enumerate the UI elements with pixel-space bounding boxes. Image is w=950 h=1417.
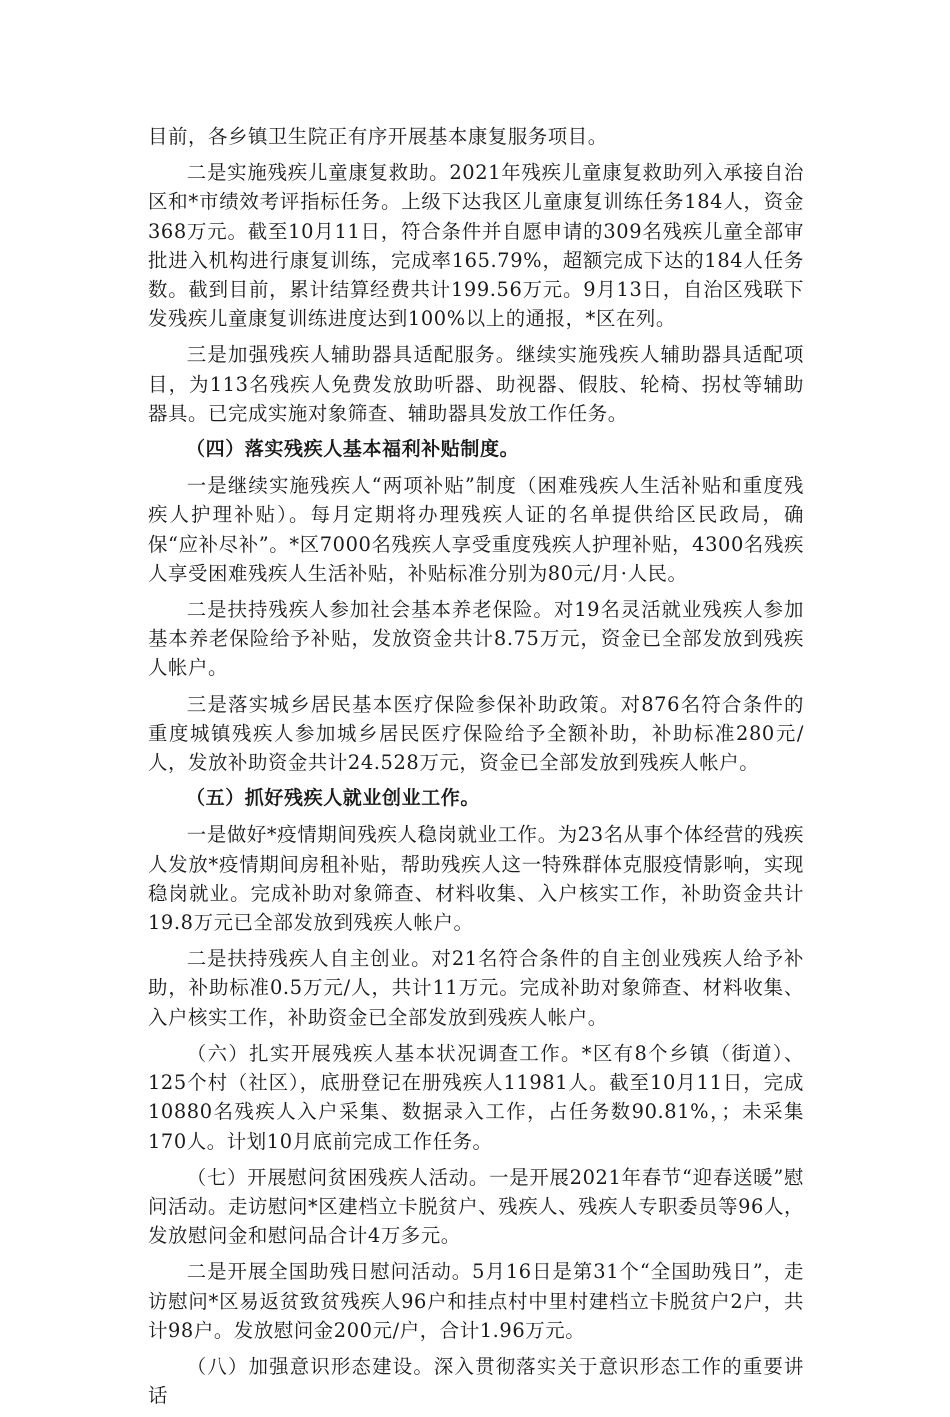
para-children-rehab: 二是实施残疾儿童康复救助。2021年残疾儿童康复救助列入承接自治区和*市绩效考评指标任务。上级下达我区儿童康复训练任务184人，资金368万元。截至10月11日，符合条件并自愿申请的309名残疾儿童全部审批进入机构进行康复训练，完成率165.79%，超额完成下达的184人任务数。截到目前，累计结算经费共计199.56万元。9月13日，自治区残联下发残疾儿童康复训练进度达到100%以上的通报，*区在列。 [148,161,804,331]
para-continuation: 目前，各乡镇卫生院正有序开展基本康复服务项目。 [148,125,608,148]
para-pension-insurance: 二是扶持残疾人参加社会基本养老保险。对19名灵活就业残疾人参加基本养老保险给予补贴，发放资金共计8.75万元，资金已全部发放到残疾人帐户。 [148,598,804,680]
para-assistive-devices: 三是加强残疾人辅助器具适配服务。继续实施残疾人辅助器具适配项目，为113名残疾人免费发放助听器、助视器、假肢、轮椅、拐杖等辅助器具。已完成实施对象筛查、辅助器具发放工作任务。 [148,343,804,425]
document-page [148,122,804,1417]
para-medical-insurance: 三是落实城乡居民基本医疗保险参保补助政策。对876名符合条件的重度城镇残疾人参加城乡居民医疗保险给予全额补助，补助标准280元/人，发放补助资金共计24.528万元，资金已全部发放到残疾人帐户。 [148,692,804,775]
para-disability-day: 二是开展全国助残日慰问活动。5月16日是第31个“全国助残日”，走访慰问*区易返贫致贫残疾人96户和挂点村中里村建档立卡脱贫户2户，共计98户。发放慰问金200元/户，合计1.96万元。 [148,1260,804,1342]
para-section-8-ideology: （八）加强意识形态建设。深入贯彻落实关于意识形态工作的重要讲话 [148,1354,804,1408]
heading-section-4: （四）落实残疾人基本福利补贴制度。 [186,438,520,461]
para-section-6-survey: （六）扎实开展残疾人基本状况调查工作。*区有8个乡镇（街道）、125个村（社区），底册登记在册残疾人11981人。截至10月11日，完成10880名残疾人入户采集、数据录入工作，占任务数90.81%，；未采集170人。计划10月底前完成工作任务。 [148,1041,804,1153]
para-two-subsidies: 一是继续实施残疾人“两项补贴”制度（困难残疾人生活补贴和重度残疾人护理补贴）。每月定期将办理残疾人证的名单提供给区民政局，确保“应补尽补”。*区7000名残疾人享受重度残疾人护理补贴，4300名残疾人享受困难残疾人生活补贴，补贴标准分别为80元/月·人民。 [148,474,804,585]
para-self-employment: 二是扶持残疾人自主创业。对21名符合条件的自主创业残疾人给予补助，补助标准0.5万元/人，共计11万元。完成补助对象筛查、材料收集、入户核实工作，补助资金已全部发放到残疾人帐户。 [148,947,804,1029]
para-stable-employment: 一是做好*疫情期间残疾人稳岗就业工作。为23名从事个体经营的残疾人发放*疫情期间房租补贴，帮助残疾人这一特殊群体克服疫情影响，实现稳岗就业。完成补助对象筛查、材料收集、入户核实工作，补助资金共计19.8万元已全部发放到残疾人帐户。 [148,823,804,935]
para-section-7-visits: （七）开展慰问贫困残疾人活动。一是开展2021年春节“迎春送暖”慰问活动。走访慰问*区建档立卡脱贫户、残疾人、残疾人专职委员等96人，发放慰问金和慰问品合计4万多元。 [148,1165,804,1248]
heading-section-5: （五）抓好残疾人就业创业工作。 [186,787,481,810]
